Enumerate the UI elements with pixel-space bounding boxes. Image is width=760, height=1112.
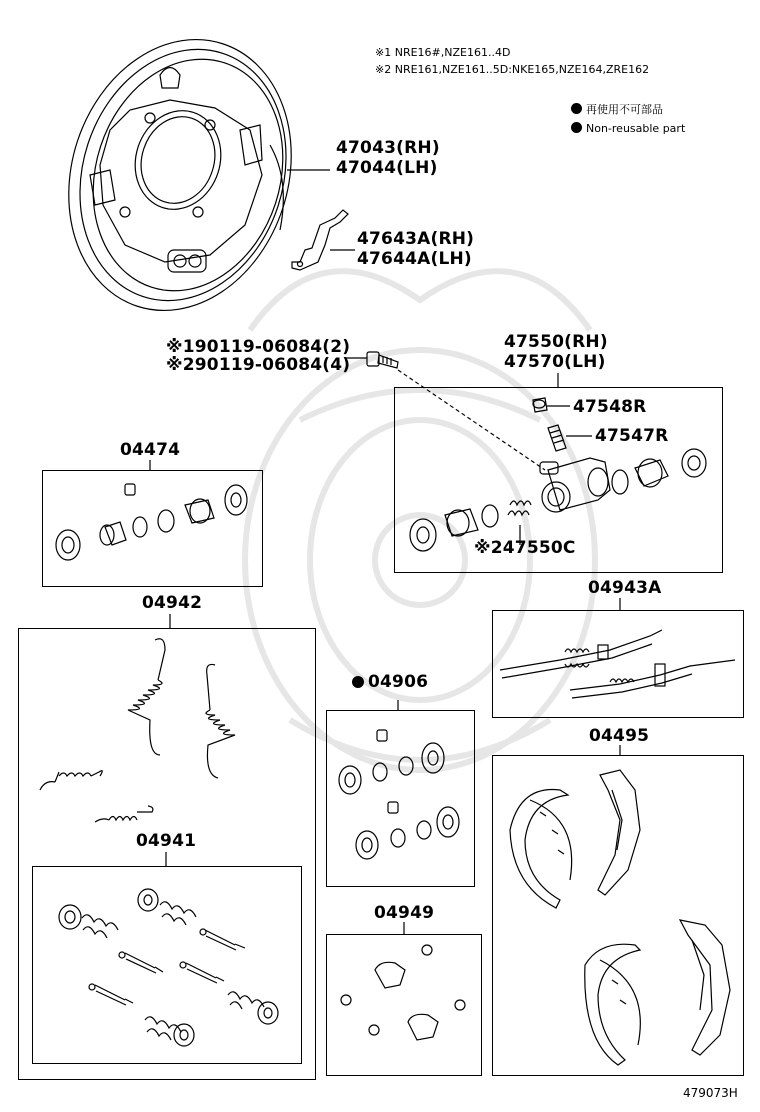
note-1: ※1 NRE16#,NZE161..4D	[375, 46, 511, 59]
kit-04495-box	[492, 755, 744, 1076]
kit-04474-box	[42, 470, 263, 587]
part-label-47547r[interactable]: 47547R	[595, 426, 669, 446]
legend-jp	[571, 103, 663, 117]
bracket-part	[292, 210, 348, 270]
part-label-47570[interactable]: 47570(LH)	[504, 352, 606, 372]
part-label-04906[interactable]	[352, 673, 428, 692]
kit-04949-box	[326, 934, 482, 1076]
part-label-bolt-1[interactable]: ※190119-06084(2)	[166, 337, 351, 357]
part-label-04495[interactable]: 04495	[589, 726, 650, 746]
kit-04941-box	[32, 866, 302, 1064]
kit-04943a-box	[492, 610, 744, 718]
part-label-47550[interactable]: 47550(RH)	[504, 332, 608, 352]
part-label-bolt-2[interactable]: ※290119-06084(4)	[166, 355, 351, 375]
backing-plate	[35, 10, 326, 339]
part-label-04906-text: 04906	[368, 672, 429, 692]
part-label-04474[interactable]: 04474	[120, 440, 181, 460]
non-reusable-dot-icon	[352, 676, 364, 688]
diagram-id: 479073H	[683, 1086, 738, 1100]
non-reusable-dot-icon	[571, 103, 582, 114]
part-label-47548r[interactable]: 47548R	[573, 397, 647, 417]
legend-en	[571, 122, 685, 136]
note-2: ※2 NRE161,NZE161..5D:NKE165,NZE164,ZRE162	[375, 63, 650, 76]
part-label-47643a[interactable]: 47643A(RH)	[357, 229, 475, 249]
part-label-47043[interactable]: 47043(RH)	[336, 138, 440, 158]
part-label-47044[interactable]: 47044(LH)	[336, 158, 438, 178]
part-label-04949[interactable]: 04949	[374, 903, 435, 923]
legend-en-text: Non-reusable part	[586, 122, 686, 135]
legend-jp-text: 再使用不可部品	[586, 103, 663, 116]
kit-04906-box	[326, 710, 475, 887]
part-label-04943a[interactable]: 04943A	[588, 578, 662, 598]
part-label-04941[interactable]: 04941	[136, 831, 197, 851]
part-label-04942[interactable]: 04942	[142, 593, 203, 613]
non-reusable-dot-icon	[571, 122, 582, 133]
part-label-47644a[interactable]: 47644A(LH)	[357, 249, 472, 269]
part-label-47550c[interactable]: ※247550C	[474, 538, 576, 558]
